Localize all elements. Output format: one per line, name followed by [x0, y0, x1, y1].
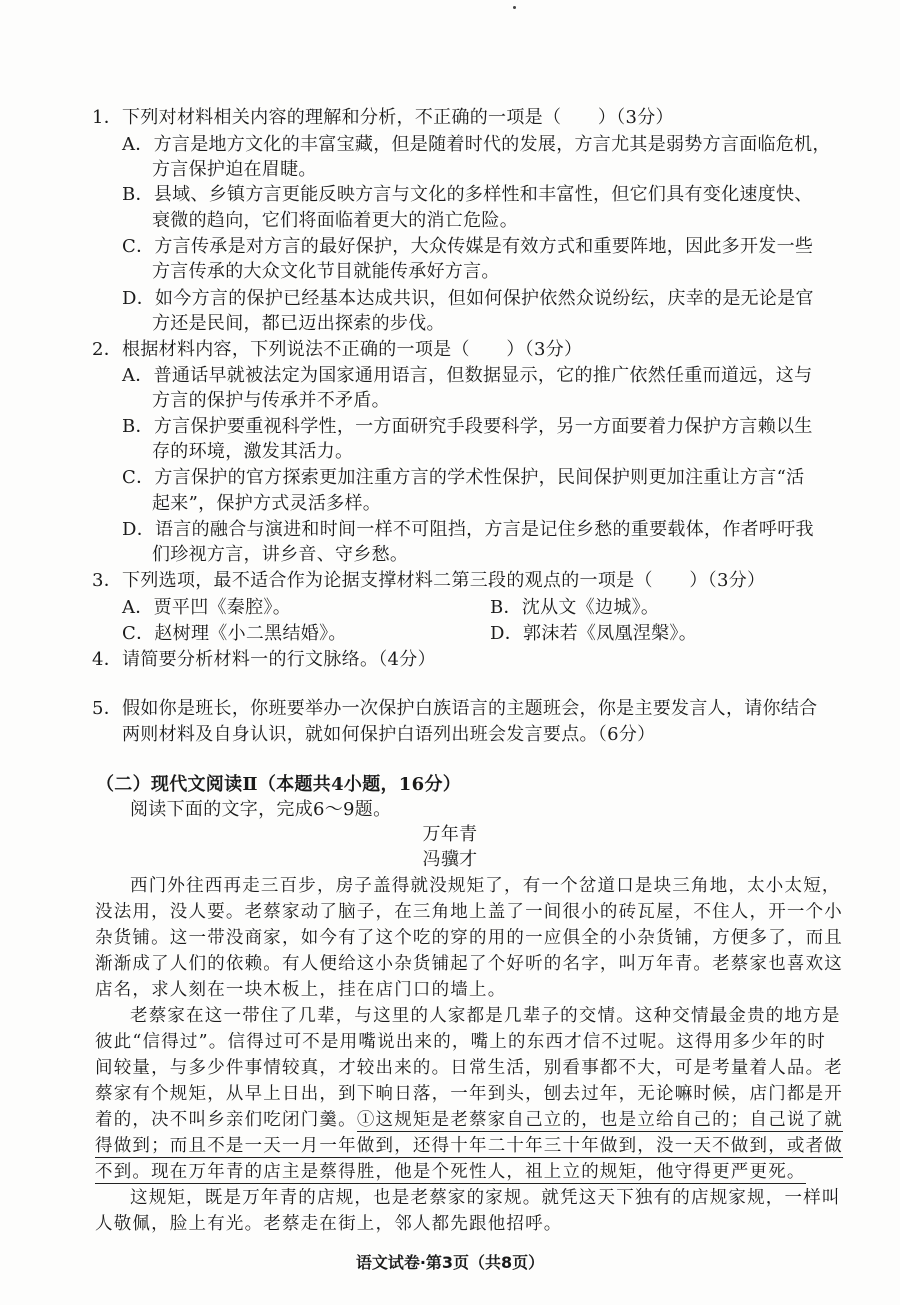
q2-option-d: D．语言的融合与演进和时间一样不可阻挡，方言是记住乡愁的重要载体，作者呼吁我 [122, 519, 814, 540]
q1-option-d: D．如今方言的保护已经基本达成共识，但如何保护依然众说纷纭，庆幸的是无论是官 [122, 288, 814, 309]
paragraph-2-line: 间较量，与多少件事情较真，才较出来的。日常生活，别看事都不大，可是考量着人品。老 [95, 1058, 843, 1078]
q2-option-c-cont: 起来”，保护方式灵活多样。 [152, 493, 382, 514]
passage-author: 冯骥才 [422, 849, 478, 870]
q1-option-d-cont: 方还是民间，都已迈出探索的步伐。 [152, 313, 445, 334]
underlined-line [95, 1132, 865, 1161]
q1-option-a-cont: 方言保护迫在眉睫。 [152, 159, 317, 180]
q5-stem: 5．假如你是班长，你班要举办一次保护白族语言的主题班会，你是主要发言人，请你结合 [92, 698, 818, 719]
paragraph-1-line: 店名，求人刻在一块木板上，挂在店门口的墙上。 [95, 980, 507, 1000]
q2-option-b: B．方言保护要重视科学性，一方面研究手段要科学，另一方面要着力保护方言赖以生 [122, 416, 813, 437]
q1-option-a: A．方言是地方文化的丰富宝藏，但是随着时代的发展，方言尤其是弱势方言面临危机， [122, 134, 831, 155]
q4-stem: 4．请简要分析材料一的行文脉络。（4分） [92, 649, 436, 670]
q1-option-b: B．县域、乡镇方言更能反映方言与文化的多样性和丰富性，但它们具有变化速度快、 [122, 184, 813, 205]
paragraph-2-text: 着的，决不叫乡亲们吃闭门羹。 [95, 1110, 357, 1130]
paragraph-1-line: 渐渐成了人们的依赖。有人便给这小杂货铺起了个好听的名字，叫万年青。老蔡家也喜欢这 [95, 954, 843, 974]
section-heading: （二）现代文阅读Ⅱ（本题共4小题，16分） [96, 774, 462, 795]
paragraph-2-line-mixed [95, 1106, 865, 1135]
q2-option-b-cont: 存的环境，激发其活力。 [152, 441, 354, 462]
q3-stem: 3．下列选项，最不适合作为论据支撑材料二第三段的观点的一项是（ ）（3分） [92, 570, 766, 591]
passage-title: 万年青 [422, 824, 478, 845]
q3-option-c: C．赵树理《小二黑结婚》。 [122, 623, 347, 644]
paragraph-2-line: 蔡家有个规矩，从早上日出，到下晌日落，一年到头，刨去过年，无论嘛时候，店门都是开 [95, 1084, 843, 1104]
page-footer: 语文试卷·第3页（共8页） [355, 1253, 545, 1272]
q3-option-d: D．郭沫若《凤凰涅槃》。 [490, 623, 698, 644]
q2-option-c: C．方言保护的官方探索更加注重方言的学术性保护，民间保护则更加注重让方言“活 [122, 467, 805, 488]
q3-option-a: A．贾平凹《秦腔》。 [122, 597, 291, 618]
underlined-sentence-1-cont: 得做到；而且不是一天一月一年做到，还得十年二十年三十年做到，没一天不做到，或者做 [95, 1136, 843, 1156]
q1-option-c-cont: 方言传承的大众文化节目就能传承好方言。 [152, 261, 500, 282]
underlined-sentence-1: ①这规矩是老蔡家自己立的，也是立给自己的；自己说了就 [356, 1110, 844, 1130]
paragraph-1-line: 没法用，没人要。老蔡家动了脑子，在三角地上盖了一间很小的砖瓦屋，不住人，开一个小 [95, 902, 843, 922]
paragraph-3-line: 人敬佩，脸上有光。老蔡走在街上，邻人都先跟他招呼。 [95, 1214, 563, 1234]
paragraph-2-line: 彼此“信得过”。信得过可不是用嘴说出来的，嘴上的东西才信不过呢。这得用多少年的时 [95, 1032, 826, 1052]
paragraph-1-line: 西门外往西再走三百步，房子盖得就没规矩了，有一个岔道口是块三角地，太小太短， [130, 876, 841, 896]
q5-stem-cont: 两则材料及自身认识，就如何保护白语列出班会发言要点。（6分） [122, 724, 656, 745]
underlined-line [95, 1158, 865, 1187]
q2-option-a: A．普通话早就被法定为国家通用语言，但数据显示，它的推广依然任重而道远，这与 [122, 365, 813, 386]
scan-speck [513, 6, 516, 9]
q1-option-c: C．方言传承是对方言的最好保护，大众传媒是有效方式和重要阵地，因此多开发一些 [122, 236, 814, 257]
reading-instruction: 阅读下面的文字，完成6～9题。 [130, 799, 392, 820]
paragraph-1-line: 杂货铺。这一带没商家，如今有了这个吃的穿的用的一应俱全的小杂货铺，方便多了，而且 [95, 928, 843, 948]
q2-option-a-cont: 方言的保护与传承并不矛盾。 [152, 390, 390, 411]
paragraph-3-line: 这规矩，既是万年青的店规，也是老蔡家的家规。就凭这天下独有的店规家规，一样叫 [130, 1188, 841, 1208]
q1-option-b-cont: 衰微的趋向，它们将面临着更大的消亡危险。 [152, 210, 518, 231]
q2-stem: 2．根据材料内容，下列说法不正确的一项是（ ）（3分） [92, 339, 583, 360]
underlined-sentence-1-end: 不到。现在万年青的店主是蔡得胜，他是个死性人，祖上立的规矩，他守得更严更死。 [95, 1162, 806, 1182]
q3-option-b: B．沈从文《边城》。 [490, 597, 660, 618]
paragraph-2-line: 老蔡家在这一带住了几辈，与这里的人家都是几辈子的交情。这种交情最金贵的地方是 [130, 1006, 841, 1026]
q2-option-d-cont: 们珍视方言，讲乡音、守乡愁。 [152, 544, 409, 565]
q1-stem: 1．下列对材料相关内容的理解和分析，不正确的一项是（ ）（3分） [92, 107, 674, 128]
